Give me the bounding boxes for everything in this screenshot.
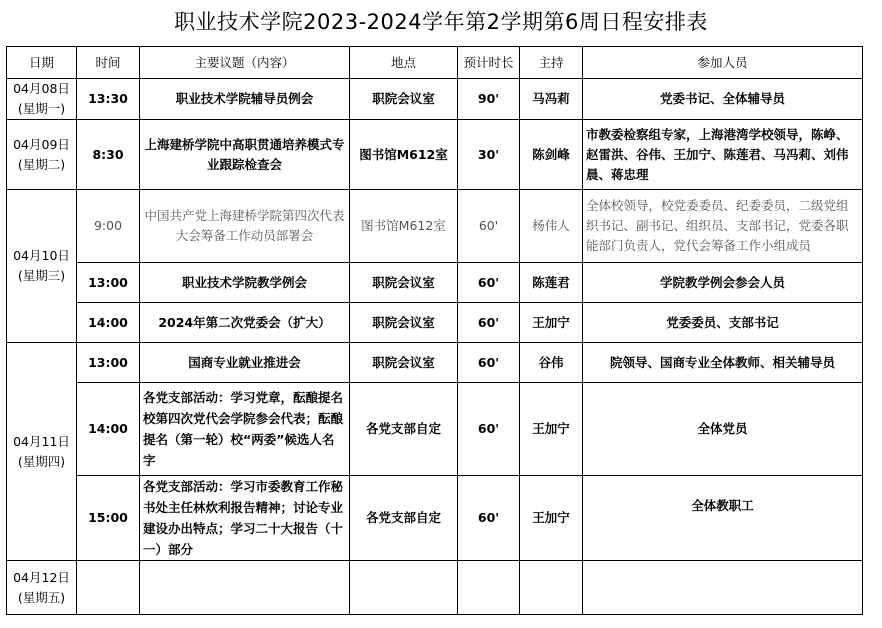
topic-cell: 职业技术学院辅导员例会 — [140, 79, 350, 120]
table-row — [7, 383, 863, 476]
duration-cell: 60' — [458, 383, 520, 476]
header-attendees: 参加人员 — [583, 47, 863, 79]
table-row — [7, 303, 863, 343]
topic-cell: 中国共产党上海建桥学院第四次代表大会筹备工作动员部署会 — [140, 190, 350, 263]
table-row — [7, 79, 863, 120]
date-text: 04月09日 — [13, 136, 70, 152]
date-cell — [7, 120, 77, 190]
weekday-text: (星期二) — [17, 156, 66, 172]
place-cell: 职院会议室 — [350, 79, 458, 120]
duration-cell: 60' — [458, 263, 520, 303]
header-duration: 预计时长 — [458, 47, 520, 79]
duration-cell: 30' — [458, 120, 520, 190]
place-cell: 职院会议室 — [350, 263, 458, 303]
attendees-cell — [583, 561, 863, 615]
duration-cell: 60' — [458, 190, 520, 263]
attendees-cell: 全体教职工 — [583, 476, 863, 561]
place-cell: 职院会议室 — [350, 343, 458, 383]
duration-cell — [458, 561, 520, 615]
time-cell: 13:00 — [77, 263, 140, 303]
duration-cell: 60' — [458, 476, 520, 561]
time-cell: 13:30 — [77, 79, 140, 120]
place-cell: 各党支部自定 — [350, 383, 458, 476]
time-cell: 13:00 — [77, 343, 140, 383]
weekday-text: (星期一) — [17, 101, 66, 116]
date-cell — [7, 561, 77, 615]
host-cell: 谷伟 — [520, 343, 583, 383]
header-host: 主持 — [520, 47, 583, 79]
table-row — [7, 476, 863, 561]
attendees-cell: 党委书记、全体辅导员 — [583, 79, 863, 120]
time-cell — [77, 561, 140, 615]
attendees-cell: 党委委员、支部书记 — [583, 303, 863, 343]
date-text: 04月11日 — [13, 433, 70, 449]
topic-cell: 2024年第二次党委会（扩大） — [140, 303, 350, 343]
host-cell: 王加宁 — [520, 303, 583, 343]
weekday-text: (星期五) — [17, 589, 66, 605]
header-topic: 主要议题（内容） — [140, 47, 350, 79]
date-cell — [7, 343, 77, 561]
host-cell: 陈莲君 — [520, 263, 583, 303]
attendees-cell: 院领导、国商专业全体教师、相关辅导员 — [583, 343, 863, 383]
table-row — [7, 120, 863, 190]
weekday-text: (星期四) — [17, 453, 66, 469]
topic-cell: 国商专业就业推进会 — [140, 343, 350, 383]
place-cell: 职院会议室 — [350, 303, 458, 343]
time-cell: 14:00 — [77, 303, 140, 343]
duration-cell: 90' — [458, 79, 520, 120]
attendees-cell: 学院教学例会参会人员 — [583, 263, 863, 303]
topic-cell — [140, 561, 350, 615]
date-text: 04月10日 — [13, 248, 70, 263]
header-row — [7, 47, 863, 79]
duration-cell: 60' — [458, 343, 520, 383]
date-cell — [7, 79, 77, 120]
table-row — [7, 190, 863, 263]
host-cell: 王加宁 — [520, 476, 583, 561]
attendees-cell: 市教委检察组专家，上海港湾学校领导，陈峥、赵雷洪、谷伟、王加宁、陈莲君、马冯莉、刘伟晨、蒋忠理 — [583, 120, 863, 190]
time-cell: 9:00 — [77, 190, 140, 263]
time-cell: 15:00 — [77, 476, 140, 561]
topic-cell: 上海建桥学院中高职贯通培养模式专业跟踪检查会 — [140, 120, 350, 190]
topic-cell: 各党支部活动：学习党章，酝酿提名校第四次党代会学院参会代表；酝酿提名（第一轮）校“两委”候选人名字 — [140, 383, 350, 476]
time-cell: 8:30 — [77, 120, 140, 190]
table-row — [7, 561, 863, 615]
date-text: 04月08日 — [13, 81, 70, 96]
weekday-text: (星期三) — [17, 268, 66, 283]
header-place: 地点 — [350, 47, 458, 79]
date-text: 04月12日 — [13, 569, 70, 585]
place-cell — [350, 561, 458, 615]
schedule-table — [6, 46, 863, 615]
host-cell: 陈剑峰 — [520, 120, 583, 190]
page-title: 职业技术学院2023-2024学年第2学期第6周日程安排表 — [174, 10, 708, 34]
topic-cell: 各党支部活动：学习市委教育工作秘书处主任林炊利报告精神；讨论专业建设办出特点；学习二十大报告（十一）部分 — [140, 476, 350, 561]
host-cell: 马冯莉 — [520, 79, 583, 120]
host-cell: 王加宁 — [520, 383, 583, 476]
host-cell — [520, 561, 583, 615]
place-cell: 图书馆M612室 — [350, 120, 458, 190]
time-cell: 14:00 — [77, 383, 140, 476]
place-cell: 图书馆M612室 — [350, 190, 458, 263]
header-time: 时间 — [77, 47, 140, 79]
duration-cell: 60' — [458, 303, 520, 343]
header-date: 日期 — [7, 47, 77, 79]
table-row — [7, 263, 863, 303]
date-cell — [7, 190, 77, 343]
attendees-cell: 全体校领导，校党委委员、纪委委员，二级党组织书记、副书记、组织员、支部书记，党委各职能部门负责人，党代会筹备工作小组成员 — [583, 190, 863, 263]
topic-cell: 职业技术学院教学例会 — [140, 263, 350, 303]
host-cell: 杨伟人 — [520, 190, 583, 263]
place-cell: 各党支部自定 — [350, 476, 458, 561]
attendees-cell: 全体党员 — [583, 383, 863, 476]
table-row — [7, 343, 863, 383]
